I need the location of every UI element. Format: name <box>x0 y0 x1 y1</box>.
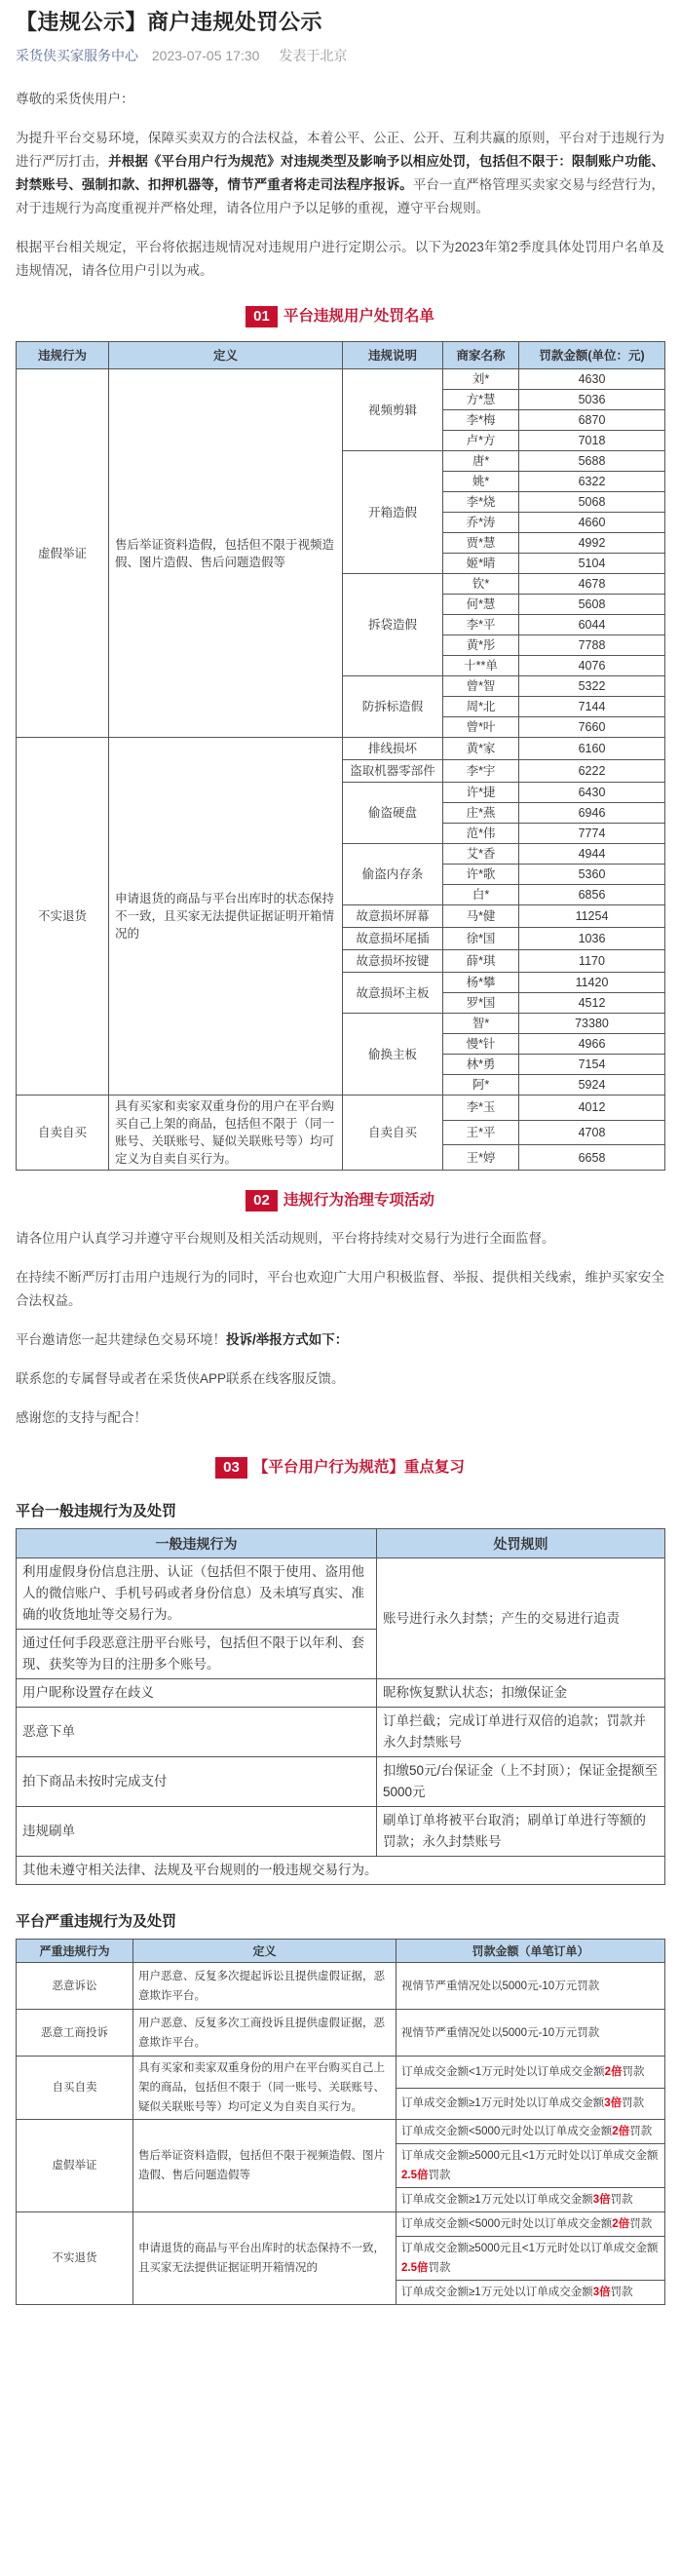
merchant-name: 李*烧 <box>443 492 519 513</box>
merchant-name: 贾*慧 <box>443 533 519 554</box>
fine-multiplier: 2倍 <box>604 2065 623 2078</box>
merchant-name: 李*玉 <box>443 1096 519 1121</box>
fine-amount: 6322 <box>519 472 665 492</box>
fine-suffix: 罚款 <box>610 2287 633 2298</box>
serious-violation-name: 不实退货 <box>17 2212 133 2305</box>
column-header: 罚款金额（单笔订单） <box>397 1940 665 1963</box>
fine-amount: 6946 <box>519 803 665 824</box>
section-2-title <box>16 1188 664 1211</box>
fine-rule <box>397 2281 665 2305</box>
fine-text: 订单成交金额≥5000元且<1万元时处以订单成交金额 <box>401 2243 659 2254</box>
penalty-rule: 扣缴50元/台保证金（上不封顶）；保证金提额至5000元 <box>377 1757 665 1807</box>
section-3-number: 03 <box>215 1457 247 1479</box>
fine-amount: 6222 <box>519 760 665 783</box>
section-3-title <box>16 1455 664 1479</box>
table-row <box>17 369 665 390</box>
column-header: 违规行为 <box>17 342 109 369</box>
violation-item: 违规刷单 <box>17 1807 377 1857</box>
intro-text-a: 为提升平台交易环境，保障买卖双方的合法权益，本着公平、公正、公开、互利共赢的原则，平台对于违规行为进行严厉打击， <box>16 131 664 169</box>
section-2-paragraph-3 <box>16 1328 664 1352</box>
table-row <box>17 1857 665 1885</box>
fine-amount: 7788 <box>519 635 665 656</box>
merchant-name: 刘* <box>443 369 519 390</box>
merchant-name: 范*伟 <box>443 824 519 844</box>
merchant-name: 慢*针 <box>443 1034 519 1055</box>
merchant-name: 黄*彤 <box>443 635 519 656</box>
fine-rule <box>397 1963 665 2010</box>
column-header: 一般违规行为 <box>17 1529 377 1558</box>
violation-description: 开箱造假 <box>343 451 443 574</box>
fine-amount: 7018 <box>519 431 665 451</box>
fine-text: 订单成交金额<5000元时处以订单成交金额 <box>401 2218 613 2230</box>
fine-amount: 5036 <box>519 390 665 410</box>
publish-location: 发表于北京 <box>279 48 348 63</box>
merchant-name: 十**单 <box>443 656 519 676</box>
table-row <box>17 2212 665 2237</box>
fine-amount: 5608 <box>519 595 665 615</box>
merchant-name: 姚* <box>443 472 519 492</box>
violation-description: 防拆标造假 <box>343 676 443 738</box>
table-row <box>17 1096 665 1121</box>
fine-amount: 73380 <box>519 1014 665 1034</box>
merchant-name: 艾*香 <box>443 844 519 865</box>
fine-amount: 6430 <box>519 783 665 803</box>
serious-violation-definition: 用户恶意、反复多次工商投诉且提供虚假证据，恶意欺诈平台。 <box>133 2010 397 2057</box>
fine-text: 订单成交金额<5000元时处以订单成交金额 <box>401 2126 613 2137</box>
fine-amount: 4512 <box>519 993 665 1014</box>
author-link[interactable]: 采货侠买家服务中心 <box>16 48 138 63</box>
fine-amount: 7774 <box>519 824 665 844</box>
column-header: 定义 <box>109 342 343 369</box>
article-meta <box>16 45 664 66</box>
fine-rule <box>397 2144 665 2188</box>
fine-suffix: 罚款 <box>610 2194 633 2206</box>
fine-text: 订单成交金额≥5000元且<1万元时处以订单成交金额 <box>401 2150 659 2162</box>
table-row <box>17 1679 665 1708</box>
fine-amount: 4944 <box>519 844 665 865</box>
violation-description: 排线损坏 <box>343 738 443 760</box>
violation-description: 故意损坏主板 <box>343 973 443 1014</box>
violation-item: 通过任何手段恶意注册平台账号，包括但不限于以年利、套现、获奖等为目的注册多个账号。 <box>17 1630 377 1679</box>
violation-behavior: 不实退货 <box>17 738 109 1096</box>
serious-violation-name: 虚假举证 <box>17 2120 133 2212</box>
fine-amount: 5360 <box>519 865 665 885</box>
violation-description: 故意损坏按键 <box>343 950 443 973</box>
fine-amount: 6044 <box>519 615 665 635</box>
fine-rule <box>397 2057 665 2089</box>
section-1-title <box>16 304 664 327</box>
penalty-table-body <box>17 369 665 1171</box>
violation-definition: 售后举证资料造假，包括但不限于视频造假、图片造假、售后问题造假等 <box>109 369 343 738</box>
merchant-name: 卢*方 <box>443 431 519 451</box>
column-header: 处罚规则 <box>377 1529 665 1558</box>
fine-suffix: 罚款 <box>428 2170 451 2181</box>
general-table-header <box>17 1529 665 1558</box>
serious-violation-definition: 售后举证资料造假，包括但不限于视频造假、图片造假、售后问题造假等 <box>133 2120 397 2212</box>
fine-amount: 4966 <box>519 1034 665 1055</box>
merchant-name: 罗*国 <box>443 993 519 1014</box>
section-2-paragraph-5: 感谢您的支持与配合！ <box>16 1410 147 1425</box>
merchant-name: 白* <box>443 885 519 905</box>
fine-amount: 7660 <box>519 717 665 738</box>
violation-description: 拆袋造假 <box>343 574 443 676</box>
serious-violation-definition: 具有买家和卖家双重身份的用户在平台购买自己上架的商品，包括但不限于（同一账号、关联账号、疑似关联账号等）均可定义为自卖自买行为。 <box>133 2057 397 2120</box>
fine-text: 视情节严重情况处以5000元-10万元罚款 <box>401 2026 600 2039</box>
general-violations-table <box>16 1528 665 1885</box>
fine-multiplier: 3倍 <box>592 2287 611 2298</box>
fine-amount: 11420 <box>519 973 665 993</box>
fine-rule <box>397 2188 665 2212</box>
column-header: 严重违规行为 <box>17 1940 133 1963</box>
violation-item: 利用虚假身份信息注册、认证（包括但不限于使用、盗用他人的微信账户、手机号码或者身份信息）及未填写真实、准确的收货地址等交易行为。 <box>17 1558 377 1630</box>
column-header: 商家名称 <box>443 342 519 369</box>
table-row <box>17 1757 665 1807</box>
table-row <box>17 2010 665 2057</box>
fine-amount: 5924 <box>519 1075 665 1096</box>
fine-amount: 5688 <box>519 451 665 472</box>
violation-item: 恶意下单 <box>17 1708 377 1757</box>
merchant-name: 何*慧 <box>443 595 519 615</box>
serious-violation-name: 自买自卖 <box>17 2057 133 2120</box>
merchant-name: 唐* <box>443 451 519 472</box>
merchant-name: 李*宇 <box>443 760 519 783</box>
merchant-name: 李*平 <box>443 615 519 635</box>
fine-amount: 4630 <box>519 369 665 390</box>
publish-date: 2023-07-05 17:30 <box>151 48 260 63</box>
merchant-name: 王*婷 <box>443 1145 519 1171</box>
table-row <box>17 1807 665 1857</box>
penalty-table-header <box>17 342 665 369</box>
fine-amount: 4708 <box>519 1120 665 1145</box>
article-title: 【违规公示】商户违规处罚公示 <box>16 10 323 34</box>
fine-amount: 5104 <box>519 554 665 574</box>
merchant-name: 姬*晴 <box>443 554 519 574</box>
fine-amount: 4076 <box>519 656 665 676</box>
violation-description: 盗取机器零部件 <box>343 760 443 783</box>
greeting: 尊敬的采货侠用户： <box>16 92 134 106</box>
fine-amount: 6870 <box>519 410 665 431</box>
merchant-name: 钦* <box>443 574 519 595</box>
fine-rule <box>397 2088 665 2120</box>
merchant-name: 李*梅 <box>443 410 519 431</box>
table-row <box>17 738 665 760</box>
fine-amount: 5322 <box>519 676 665 697</box>
violation-description: 偷盗内存条 <box>343 844 443 905</box>
fine-text: 订单成交金额≥1万元时处以订单成交金额 <box>401 2097 605 2110</box>
merchant-name: 马*健 <box>443 905 519 928</box>
fine-amount: 6658 <box>519 1145 665 1171</box>
fine-amount: 1036 <box>519 928 665 950</box>
violation-definition: 申请退货的商品与平台出库时的状态保持不一致，且买家无法提供证据证明开箱情况的 <box>109 738 343 1096</box>
merchant-name: 庄*燕 <box>443 803 519 824</box>
fine-amount: 4992 <box>519 533 665 554</box>
fine-text: 订单成交金额≥1万元处以订单成交金额 <box>401 2194 593 2206</box>
section-2-paragraph-2: 在持续不断严厉打击用户违规行为的同时，平台也欢迎广大用户积极监督、举报、提供相关线索，维护买家安全合法权益。 <box>16 1270 664 1308</box>
serious-table-header <box>17 1940 665 1963</box>
merchant-name: 乔*涛 <box>443 513 519 533</box>
table-row <box>17 2057 665 2089</box>
fine-amount: 7144 <box>519 697 665 717</box>
fine-multiplier: 2.5倍 <box>401 2170 429 2181</box>
serious-violation-name: 恶意工商投诉 <box>17 2010 133 2057</box>
fine-multiplier: 2.5倍 <box>401 2262 429 2274</box>
merchant-name: 许*捷 <box>443 783 519 803</box>
merchant-name: 林*勇 <box>443 1055 519 1075</box>
merchant-name: 方*慧 <box>443 390 519 410</box>
fine-multiplier: 2倍 <box>612 2126 630 2137</box>
fine-amount: 11254 <box>519 905 665 928</box>
intro-text-bold: 并根据《平台用户行为规范》对违规类型及影响予以相应处罚，包括但不限于：限制账户功能、封禁账号、强制扣款、扣押机器等，情节严重者将走司法程序报诉。 <box>16 154 664 192</box>
table-row <box>17 1558 665 1630</box>
table-row <box>17 2120 665 2144</box>
fine-amount: 5068 <box>519 492 665 513</box>
fine-suffix: 罚款 <box>622 2065 645 2078</box>
fine-text: 视情节严重情况处以5000元-10万元罚款 <box>401 1980 600 1992</box>
merchant-name: 黄*家 <box>443 738 519 760</box>
penalty-rule: 订单拦截；完成订单进行双倍的追款；罚款并永久封禁账号 <box>377 1708 665 1757</box>
violation-description: 故意损坏尾插 <box>343 928 443 950</box>
table-row <box>17 1963 665 2010</box>
section-1-number: 01 <box>246 306 278 327</box>
violation-description: 偷换主板 <box>343 1014 443 1096</box>
merchant-name: 周*北 <box>443 697 519 717</box>
fine-amount: 4012 <box>519 1096 665 1121</box>
merchant-name: 杨*攀 <box>443 973 519 993</box>
violation-description: 故意损坏屏幕 <box>343 905 443 928</box>
fine-rule <box>397 2010 665 2057</box>
violation-item: 拍下商品未按时完成支付 <box>17 1757 377 1807</box>
column-header: 违规说明 <box>343 342 443 369</box>
fine-amount: 6856 <box>519 885 665 905</box>
fine-amount: 6160 <box>519 738 665 760</box>
fine-multiplier: 2倍 <box>612 2218 630 2230</box>
violation-description: 自卖自买 <box>343 1096 443 1171</box>
violation-description: 偷盗硬盘 <box>343 783 443 844</box>
penalty-rule: 刷单订单将被平台取消；刷单订单进行等额的罚款；永久封禁账号 <box>377 1807 665 1857</box>
invite-text: 平台邀请您一起共建绿色交易环境！ <box>16 1332 226 1347</box>
fine-amount: 7154 <box>519 1055 665 1075</box>
violation-behavior: 自卖自买 <box>17 1096 109 1171</box>
fine-rule <box>397 2212 665 2237</box>
fine-multiplier: 3倍 <box>592 2194 611 2206</box>
column-header: 罚款金额(单位：元) <box>519 342 665 369</box>
penalty-rule: 账号进行永久封禁；产生的交易进行追责 <box>377 1558 665 1679</box>
intro-paragraph-2: 根据平台相关规定，平台将依据违规情况对违规用户进行定期公示。以下为2023年第2季度具体处罚用户名单及违规情况，请各位用户引以为戒。 <box>16 240 664 278</box>
report-methods-label: 投诉/举报方式如下： <box>226 1332 349 1347</box>
violation-item: 用户昵称设置存在歧义 <box>17 1679 377 1708</box>
violation-description: 视频剪辑 <box>343 369 443 451</box>
section-2-number: 02 <box>246 1190 278 1211</box>
general-table-body <box>17 1558 665 1885</box>
merchant-name: 王*平 <box>443 1120 519 1145</box>
section-1-label: 平台违规用户处罚名单 <box>283 308 434 325</box>
section-2-label: 违规行为治理专项活动 <box>283 1192 434 1209</box>
column-header: 定义 <box>133 1940 397 1963</box>
merchant-name: 许*歌 <box>443 865 519 885</box>
general-violations-heading: 平台一般违规行为及处罚 <box>16 1503 177 1519</box>
serious-violations-heading: 平台严重违规行为及处罚 <box>16 1913 177 1930</box>
section-2-paragraph-1: 请各位用户认真学习并遵守平台规则及相关活动规则，平台将持续对交易行为进行全面监督。 <box>16 1231 555 1246</box>
fine-suffix: 罚款 <box>629 2218 653 2230</box>
serious-violation-definition: 申请退货的商品与平台出库时的状态保持不一致，且买家无法提供证据证明开箱情况的 <box>133 2212 397 2305</box>
fine-text: 订单成交金额<1万元时处以订单成交金额 <box>401 2065 605 2078</box>
merchant-name: 徐*国 <box>443 928 519 950</box>
fine-suffix: 罚款 <box>622 2097 645 2110</box>
serious-table-body <box>17 1963 665 2305</box>
fine-rule <box>397 2237 665 2281</box>
violation-definition: 具有买家和卖家双重身份的用户在平台购买自己上架的商品，包括但不限于（同一账号、关联账号、疑似关联账号等）均可定义为自卖自买行为。 <box>109 1096 343 1171</box>
fine-rule <box>397 2120 665 2144</box>
fine-text: 订单成交金额≥1万元处以订单成交金额 <box>401 2287 593 2298</box>
violation-item: 其他未遵守相关法律、法规及平台规则的一般违规交易行为。 <box>17 1857 665 1885</box>
table-row <box>17 1708 665 1757</box>
fine-amount: 4678 <box>519 574 665 595</box>
fine-suffix: 罚款 <box>629 2126 653 2137</box>
merchant-name: 曾*叶 <box>443 717 519 738</box>
merchant-name: 曾*智 <box>443 676 519 697</box>
intro-text-c: 平台一直严格管理买卖家交易与经营行为，对于违规行为高度重视并严格处理，请各位用户予以足够的重视，遵守平台规则。 <box>16 177 664 215</box>
serious-violation-name: 恶意诉讼 <box>17 1963 133 2010</box>
serious-violations-table <box>16 1939 665 2305</box>
merchant-name: 薛*琪 <box>443 950 519 973</box>
fine-amount: 4660 <box>519 513 665 533</box>
merchant-name: 智* <box>443 1014 519 1034</box>
merchant-name: 阿* <box>443 1075 519 1096</box>
fine-multiplier: 3倍 <box>604 2097 623 2110</box>
fine-amount: 1170 <box>519 950 665 973</box>
section-3-label: 【平台用户行为规范】重点复习 <box>252 1459 465 1476</box>
serious-violation-definition: 用户恶意、反复多次提起诉讼且提供虚假证据，恶意欺诈平台。 <box>133 1963 397 2010</box>
penalty-rule: 昵称恢复默认状态；扣缴保证金 <box>377 1679 665 1708</box>
fine-suffix: 罚款 <box>428 2262 451 2274</box>
section-2-paragraph-4: 联系您的专属督导或者在采货侠APP联系在线客服反馈。 <box>16 1371 345 1386</box>
penalty-list-table <box>16 341 665 1171</box>
intro-paragraph <box>16 127 664 220</box>
violation-behavior: 虚假举证 <box>17 369 109 738</box>
